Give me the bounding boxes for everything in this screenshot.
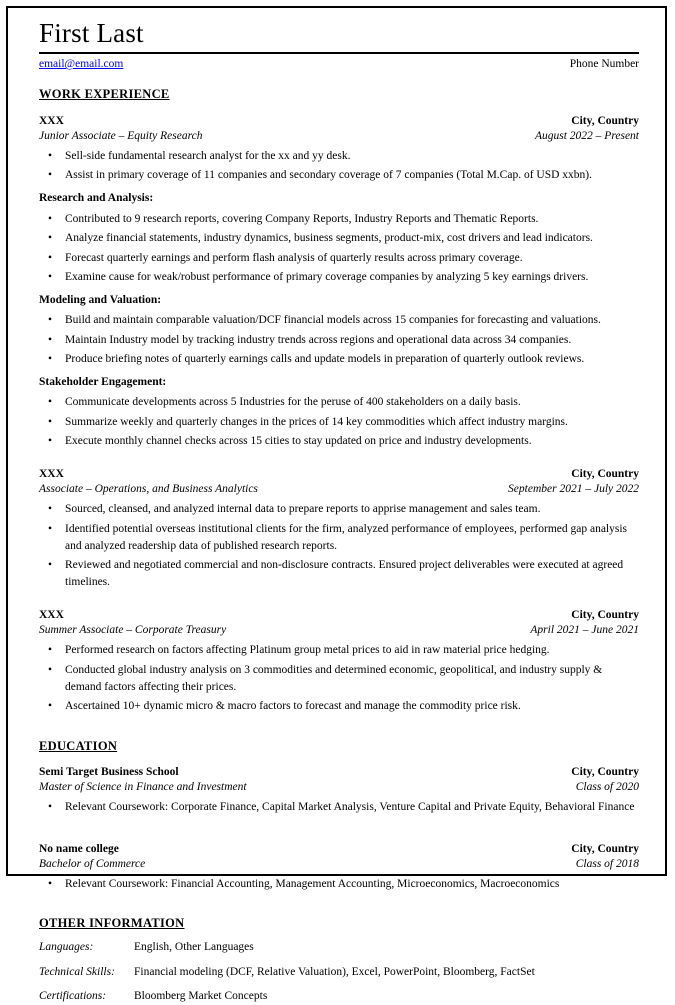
job-bullet-list: [39, 211, 639, 287]
header-divider: [39, 52, 639, 54]
bullet-group-title: Stakeholder Engagement:: [39, 376, 167, 389]
class-year: Class of 2020: [575, 781, 639, 794]
other-information-section: [39, 916, 639, 1005]
phone-number: Phone Number: [569, 58, 639, 71]
bullet-item: • Build and maintain comparable valuation/DCF financial models across 15 companies for forecasting and valuations.: [39, 312, 639, 329]
education-entry: [39, 765, 639, 816]
job-dates: August 2022 – Present: [534, 129, 639, 142]
bullet-group-title: Modeling and Valuation:: [39, 294, 162, 307]
person-name: First Last: [39, 18, 144, 48]
job-location: City, Country: [571, 115, 639, 128]
bullet-item: • Conducted global industry analysis on 3 commodities and determined economic, geopolitical, and industry supply & demand factors affecting their prices.: [39, 662, 639, 696]
bullet-item: • Analyze financial statements, industry dynamics, business segments, product-mix, cost drivers and lead indicators.: [39, 230, 639, 247]
school-name: Semi Target Business School: [39, 766, 179, 779]
resume-page: [6, 6, 667, 1003]
email-link[interactable]: email@email.com: [39, 58, 124, 71]
bullet-item: • Reviewed and negotiated commercial and non-disclosure contracts. Ensured project deliverables were executed at agreed timelines.: [39, 557, 639, 591]
bullet-item: • Forecast quarterly earnings and perform flash analysis of quarterly results across primary coverage.: [39, 250, 639, 267]
job-entry: [39, 467, 639, 591]
job-location: City, Country: [571, 609, 639, 622]
info-value: Bloomberg Market Concepts: [134, 990, 268, 1003]
education-bullet-list: [39, 799, 639, 816]
school-header-row: [39, 842, 639, 857]
bullet-item: • Summarize weekly and quarterly changes in the prices of 14 key commodities which affect industry margins.: [39, 414, 639, 431]
bullet-group-title: Research and Analysis:: [39, 192, 154, 205]
bullet-item: • Relevant Coursework: Financial Accounting, Management Accounting, Microeconomics, Macroeconomics: [39, 876, 639, 893]
contact-row: [39, 58, 639, 70]
job-title: Junior Associate – Equity Research: [39, 129, 203, 142]
bullet-item: • Examine cause for weak/robust performance of primary coverage companies by analyzing 5 key earnings drivers.: [39, 269, 639, 286]
info-row-certifications: [39, 988, 639, 1005]
job-header-row: [39, 114, 639, 129]
section-heading-education: EDUCATION: [39, 739, 118, 754]
job-bullet-list: [39, 312, 639, 368]
job-title: Associate – Operations, and Business Analytics: [39, 483, 258, 496]
school-subheader-row: [39, 780, 639, 795]
bullet-item: • Produce briefing notes of quarterly earnings calls and update models in preparation of quarterly outlook reviews.: [39, 351, 639, 368]
bullet-item: • Contributed to 9 research reports, covering Company Reports, Industry Reports and Thematic Reports.: [39, 211, 639, 228]
section-heading-work: WORK EXPERIENCE: [39, 87, 170, 102]
job-header-row: [39, 608, 639, 623]
bullet-item: • Sell-side fundamental research analyst for the xx and yy desk.: [39, 148, 639, 165]
bullet-item: • Maintain Industry model by tracking industry trends across regions and operational data across 34 companies.: [39, 332, 639, 349]
school-name: No name college: [39, 843, 119, 856]
school-location: City, Country: [571, 843, 639, 856]
job-subheader-row: [39, 482, 639, 497]
bullet-item: • Sourced, cleansed, and analyzed internal data to prepare reports to apprise management and sales team.: [39, 501, 639, 518]
bullet-item: • Communicate developments across 5 Industries for the peruse of 400 stakeholders on a daily basis.: [39, 394, 639, 411]
work-experience-section: [39, 87, 639, 715]
section-heading-other: OTHER INFORMATION: [39, 916, 185, 931]
job-bullet-list: [39, 148, 639, 185]
job-location: City, Country: [571, 468, 639, 481]
job-dates: September 2021 – July 2022: [508, 483, 639, 496]
job-entry: [39, 608, 639, 715]
info-row-languages: [39, 939, 639, 956]
info-row-technical-skills: [39, 964, 639, 981]
company-name: XXX: [39, 468, 64, 481]
company-name: XXX: [39, 115, 64, 128]
job-header-row: [39, 467, 639, 482]
job-entry: [39, 114, 639, 450]
school-subheader-row: [39, 857, 639, 872]
degree-name: Bachelor of Commerce: [39, 858, 146, 871]
job-bullet-list: [39, 501, 639, 591]
class-year: Class of 2018: [575, 858, 639, 871]
bullet-item: • Identified potential overseas institutional clients for the firm, analyzed performance of employees, performed gap analysis and analyzed readership data of published research reports.: [39, 521, 639, 555]
education-section: [39, 739, 639, 893]
education-entry: [39, 842, 639, 893]
resume-header: [39, 18, 639, 70]
job-bullet-list: [39, 394, 639, 450]
info-label: Languages:: [39, 941, 94, 954]
info-label: Certifications:: [39, 990, 107, 1003]
job-title: Summer Associate – Corporate Treasury: [39, 624, 227, 637]
bullet-item: • Assist in primary coverage of 11 companies and secondary coverage of 7 companies (Total M.Cap. of USD xxbn).: [39, 167, 639, 184]
degree-name: Master of Science in Finance and Investment: [39, 781, 247, 794]
bullet-item: • Ascertained 10+ dynamic micro & macro factors to forecast and manage the commodity price risk.: [39, 698, 639, 715]
bullet-item: • Execute monthly channel checks across 15 cities to stay updated on price and industry developments.: [39, 433, 639, 450]
job-dates: April 2021 – June 2021: [530, 624, 639, 637]
info-value: English, Other Languages: [134, 941, 254, 954]
job-subheader-row: [39, 623, 639, 638]
school-location: City, Country: [571, 766, 639, 779]
job-bullet-list: [39, 642, 639, 715]
company-name: XXX: [39, 609, 64, 622]
school-header-row: [39, 765, 639, 780]
bullet-item: • Performed research on factors affecting Platinum group metal prices to aid in raw material price hedging.: [39, 642, 639, 659]
info-label: Technical Skills:: [39, 965, 115, 978]
bullet-item: • Relevant Coursework: Corporate Finance, Capital Market Analysis, Venture Capital and Private Equity, Behavioral Finance: [39, 799, 639, 816]
info-value: Financial modeling (DCF, Relative Valuation), Excel, PowerPoint, Bloomberg, FactSet: [134, 965, 535, 978]
education-bullet-list: [39, 876, 639, 893]
job-subheader-row: [39, 129, 639, 144]
